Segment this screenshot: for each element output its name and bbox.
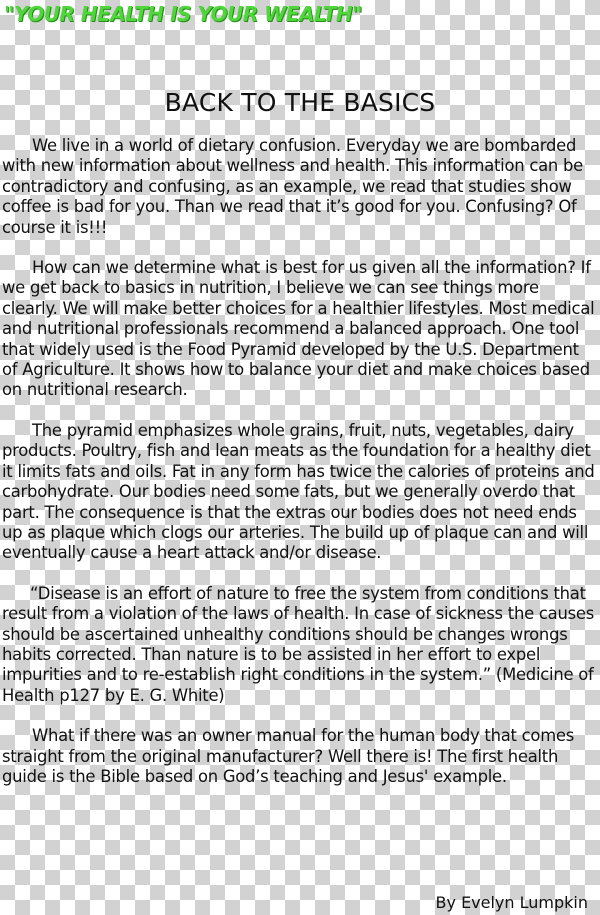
paragraph-basics: How can we determine what is best for us given all the information? If we get back to basics in nutrition, I believe we can see things more clearly. We will make better choices for a healthier lifestyles. Most medical and nutritional professionals recommend a balanced approach. One tool that widely used is the Food Pyramid developed by the U.S. Department of Agriculture. It shows how to balance your diet and make choices based on nutritional research. [2,258,595,400]
author-signature: By Evelyn Lumpkin [435,893,588,912]
paragraph-intro: We live in a world of dietary confusion. Everyday we are bombarded with new information about wellness and health. This information can be contradictory and confusing, as an example, we read that studies show coffee is bad for you. Than we read that it’s good for you. Confusing? Of course it is!!! [2,136,583,237]
paragraph-owner-manual: What if there was an owner manual for the human body that comes straight from the original manufacturer? Well there is! The first health guide is the Bible based on God’s teaching and Jesus' example. [2,726,575,786]
article-body [2,136,598,807]
paragraph-quote: “Disease is an effort of nature to free the system from conditions that result from a violation of the laws of health. In case of sickness the causes should be ascertained unhealthy conditions should be changes wrongs habits corrected. Than nature is to be assisted in her effort to expel impurities and to re-establish right conditions in the system.” (Medicine of Health p127 by E. G. White) [2,583,595,705]
page-title: BACK TO THE BASICS [164,88,436,117]
paragraph-pyramid: The pyramid emphasizes whole grains, fruit, nuts, vegetables, dairy products. Poultry, fish and lean meats as the foundation for a healthy diet it limits fats and oils. Fat in any form has twice the calories of proteins and carbohydrate. Our bodies need some fats, but we generally overdo that part. The consequence is that the extras our bodies does not need ends up as plaque which clogs our arteries. The build up of plaque can and will eventually cause a heart attack and/or disease. [2,420,595,563]
banner-slogan: "YOUR HEALTH IS YOUR WEALTH" [4,2,363,26]
